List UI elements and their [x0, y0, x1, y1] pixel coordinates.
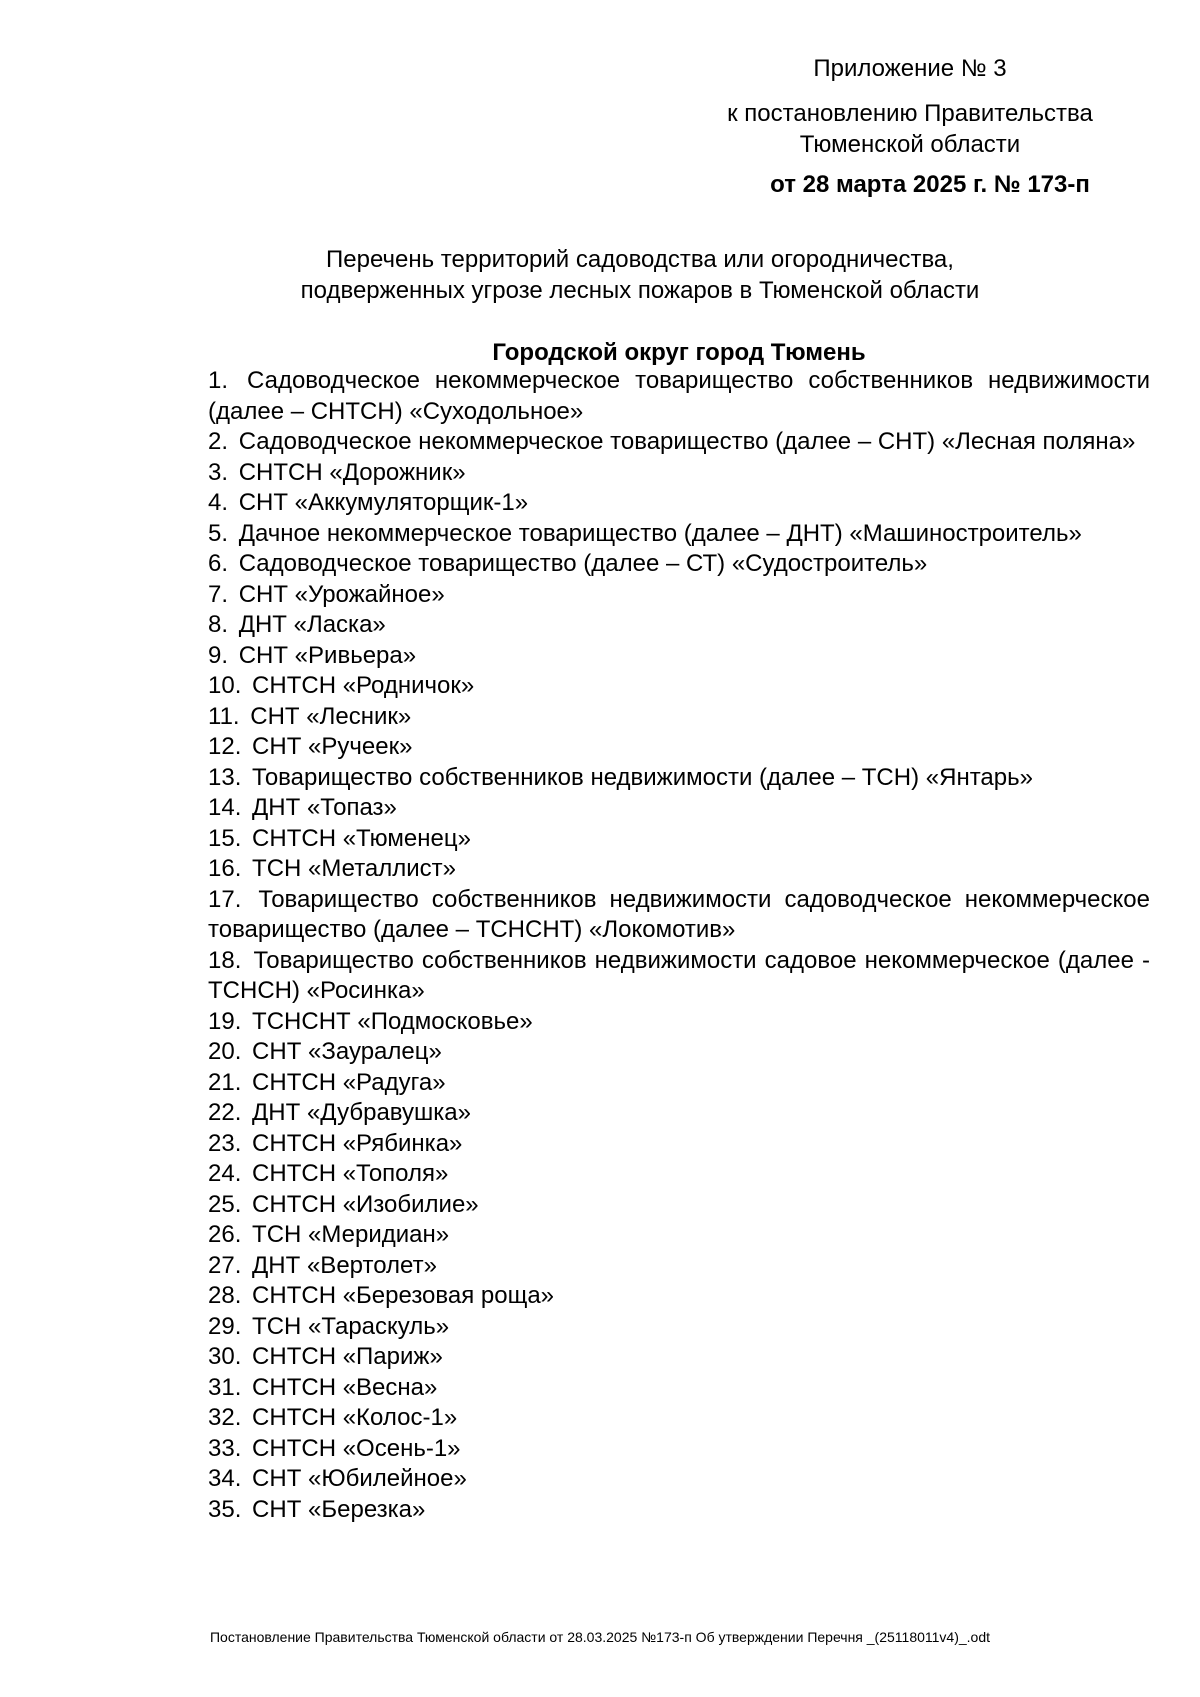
- list-item: [208, 610, 1150, 641]
- list-item-number: 17.: [208, 885, 242, 913]
- document-title: [240, 244, 1040, 306]
- list-item: [208, 1220, 1150, 1251]
- list-item: [208, 1037, 1150, 1068]
- list-item-text: СНТ «Ручеек»: [252, 733, 413, 760]
- list-item: [208, 1129, 1150, 1160]
- list-item-number: 5.: [208, 519, 229, 547]
- list-item-text: Товарищество собственников недвижимости (далее – ТСН) «Янтарь»: [252, 763, 1033, 791]
- list-item: [208, 1464, 1150, 1495]
- list-item: [208, 671, 1150, 702]
- list-item-number: 27.: [208, 1251, 242, 1279]
- list-item-number: 22.: [208, 1099, 242, 1126]
- list-item-text: СНТСН «Березовая роща»: [252, 1282, 555, 1309]
- list-item-number: 24.: [208, 1160, 242, 1187]
- list-item-text: СНТ «Аккумуляторщик-1»: [238, 489, 529, 516]
- list-item-text: СНТ «Лесник»: [250, 702, 412, 730]
- list-item-text: Товарищество собственников недвижимости садовое некоммерческое (далее - ТСНСН) «Росинка»: [208, 946, 1150, 1004]
- list-item-number: 29.: [208, 1312, 242, 1340]
- list-item: [208, 1495, 1150, 1526]
- list-item: [208, 1068, 1150, 1099]
- list-item: [208, 1312, 1150, 1343]
- document-title-line2: подверженных угрозе лесных пожаров в Тюменской области: [300, 277, 980, 304]
- list-item-text: СНТСН «Изобилие»: [252, 1190, 479, 1218]
- list-item-text: СНТСН «Весна»: [252, 1373, 438, 1401]
- list-item-number: 21.: [208, 1068, 242, 1096]
- resolution-number: от 28 марта 2025 г. № 173-п: [770, 171, 1090, 198]
- list-item-text: СНТСН «Рябинка»: [252, 1129, 463, 1157]
- list-item-number: 25.: [208, 1190, 242, 1218]
- list-item-text: Садоводческое товарищество (далее – СТ) «Судостроитель»: [238, 550, 928, 577]
- list-item-text: СНТСН «Дорожник»: [238, 458, 466, 486]
- list-item-text: СНТСН «Колос-1»: [252, 1404, 458, 1431]
- list-item-text: ДНТ «Ласка»: [238, 611, 386, 638]
- list-item-number: 9.: [208, 641, 229, 669]
- list-item-text: СНТСН «Осень-1»: [252, 1434, 461, 1462]
- list-item-text: СНТСН «Тюменец»: [252, 824, 471, 852]
- list-item-text: Товарищество собственников недвижимости садоводческое некоммерческое товарищество (далее – ТСНСНТ) «Локомотив»: [208, 885, 1150, 943]
- list-item-number: 18.: [208, 946, 242, 974]
- list-item: [208, 641, 1150, 672]
- list-item-number: 13.: [208, 763, 242, 791]
- appendix-title: Приложение № 3: [813, 55, 1007, 82]
- list-item-text: ТСНСНТ «Подмосковье»: [252, 1007, 533, 1035]
- list-item: [208, 885, 1150, 946]
- list-item: [208, 427, 1150, 458]
- list-item-number: 15.: [208, 824, 242, 852]
- list-item-text: ТСН «Меридиан»: [252, 1221, 450, 1248]
- document-title-line1: Перечень территорий садоводства или огородничества,: [326, 246, 954, 273]
- list-item: [208, 580, 1150, 611]
- list-item: [208, 1098, 1150, 1129]
- list-item-number: 19.: [208, 1007, 242, 1035]
- list-item-number: 4.: [208, 489, 229, 516]
- page-footer: Постановление Правительства Тюменской области от 28.03.2025 №173-п Об утверждении Перечня _(25118011v4)_.odt: [209, 1629, 991, 1645]
- list-item: [208, 1373, 1150, 1404]
- list-item-number: 10.: [208, 672, 242, 699]
- list-item-number: 11.: [208, 702, 240, 730]
- list-item-number: 1.: [208, 367, 229, 394]
- list-item-number: 12.: [208, 733, 242, 760]
- list-item-text: СНТ «Юбилейное»: [252, 1465, 467, 1492]
- list-item: [208, 946, 1150, 1007]
- list-item: [208, 1190, 1150, 1221]
- list-item-text: ДНТ «Вертолет»: [252, 1251, 437, 1279]
- list-item-text: СНТ «Урожайное»: [238, 580, 445, 608]
- list-item-number: 2.: [208, 428, 229, 455]
- list-item: [208, 458, 1150, 489]
- list-item-number: 34.: [208, 1465, 242, 1492]
- appendix-reference: [680, 98, 1140, 160]
- list-item-number: 26.: [208, 1221, 242, 1248]
- list-item: [208, 702, 1150, 733]
- list-item-text: Дачное некоммерческое товарищество (далее – ДНТ) «Машиностроитель»: [238, 519, 1082, 547]
- list-item-text: СНТ «Ривьера»: [238, 641, 417, 669]
- list-item-number: 7.: [208, 580, 229, 608]
- list-item: [208, 1342, 1150, 1373]
- list-item-text: ДНТ «Дубравушка»: [252, 1099, 471, 1126]
- list-item: [208, 1007, 1150, 1038]
- list-item: [208, 1434, 1150, 1465]
- list-item: [208, 732, 1150, 763]
- list-item-text: СНТ «Березка»: [252, 1495, 426, 1523]
- list-item-text: Садоводческое некоммерческое товарищество собственников недвижимости (далее – СНТСН) «Суходольное»: [208, 367, 1150, 425]
- list-item-text: СНТ «Зауралец»: [252, 1038, 442, 1065]
- list-item-number: 14.: [208, 794, 242, 821]
- appendix-reference-line2: Тюменской области: [799, 131, 1021, 158]
- list-item: [208, 1403, 1150, 1434]
- list-item-text: СНТСН «Тополя»: [252, 1160, 449, 1187]
- list-item-number: 16.: [208, 855, 242, 882]
- list-item-number: 30.: [208, 1343, 242, 1370]
- list-item-text: СНТСН «Радуга»: [252, 1068, 446, 1096]
- list-item-number: 32.: [208, 1404, 242, 1431]
- list-item: [208, 1159, 1150, 1190]
- list-item-number: 8.: [208, 611, 229, 638]
- section-title: Городской округ город Тюмень: [492, 339, 866, 366]
- list-item: [208, 1251, 1150, 1282]
- list-item-number: 33.: [208, 1434, 242, 1462]
- list-item: [208, 488, 1150, 519]
- list-item: [208, 366, 1150, 427]
- list-item: [208, 793, 1150, 824]
- list-item: [208, 549, 1150, 580]
- list-item-number: 28.: [208, 1282, 242, 1309]
- list-item-text: ДНТ «Топаз»: [252, 794, 397, 821]
- list-item-number: 6.: [208, 550, 229, 577]
- list-item-number: 35.: [208, 1495, 242, 1523]
- appendix-reference-line1: к постановлению Правительства: [727, 100, 1093, 127]
- list-item-text: Садоводческое некоммерческое товарищество (далее – СНТ) «Лесная поляна»: [238, 428, 1136, 455]
- list-item-text: ТСН «Металлист»: [252, 855, 457, 882]
- list-item-number: 23.: [208, 1129, 242, 1157]
- list-item: [208, 1281, 1150, 1312]
- list-item: [208, 519, 1150, 550]
- list-item-number: 31.: [208, 1373, 242, 1401]
- list-item: [208, 763, 1150, 794]
- list-item-text: СНТСН «Париж»: [252, 1343, 443, 1370]
- list-item-text: СНТСН «Родничок»: [252, 672, 475, 699]
- list-item-text: ТСН «Тараскуль»: [252, 1312, 450, 1340]
- territory-list: [208, 366, 1150, 1525]
- list-item: [208, 854, 1150, 885]
- list-item-number: 3.: [208, 458, 229, 486]
- list-item: [208, 824, 1150, 855]
- list-item-number: 20.: [208, 1038, 242, 1065]
